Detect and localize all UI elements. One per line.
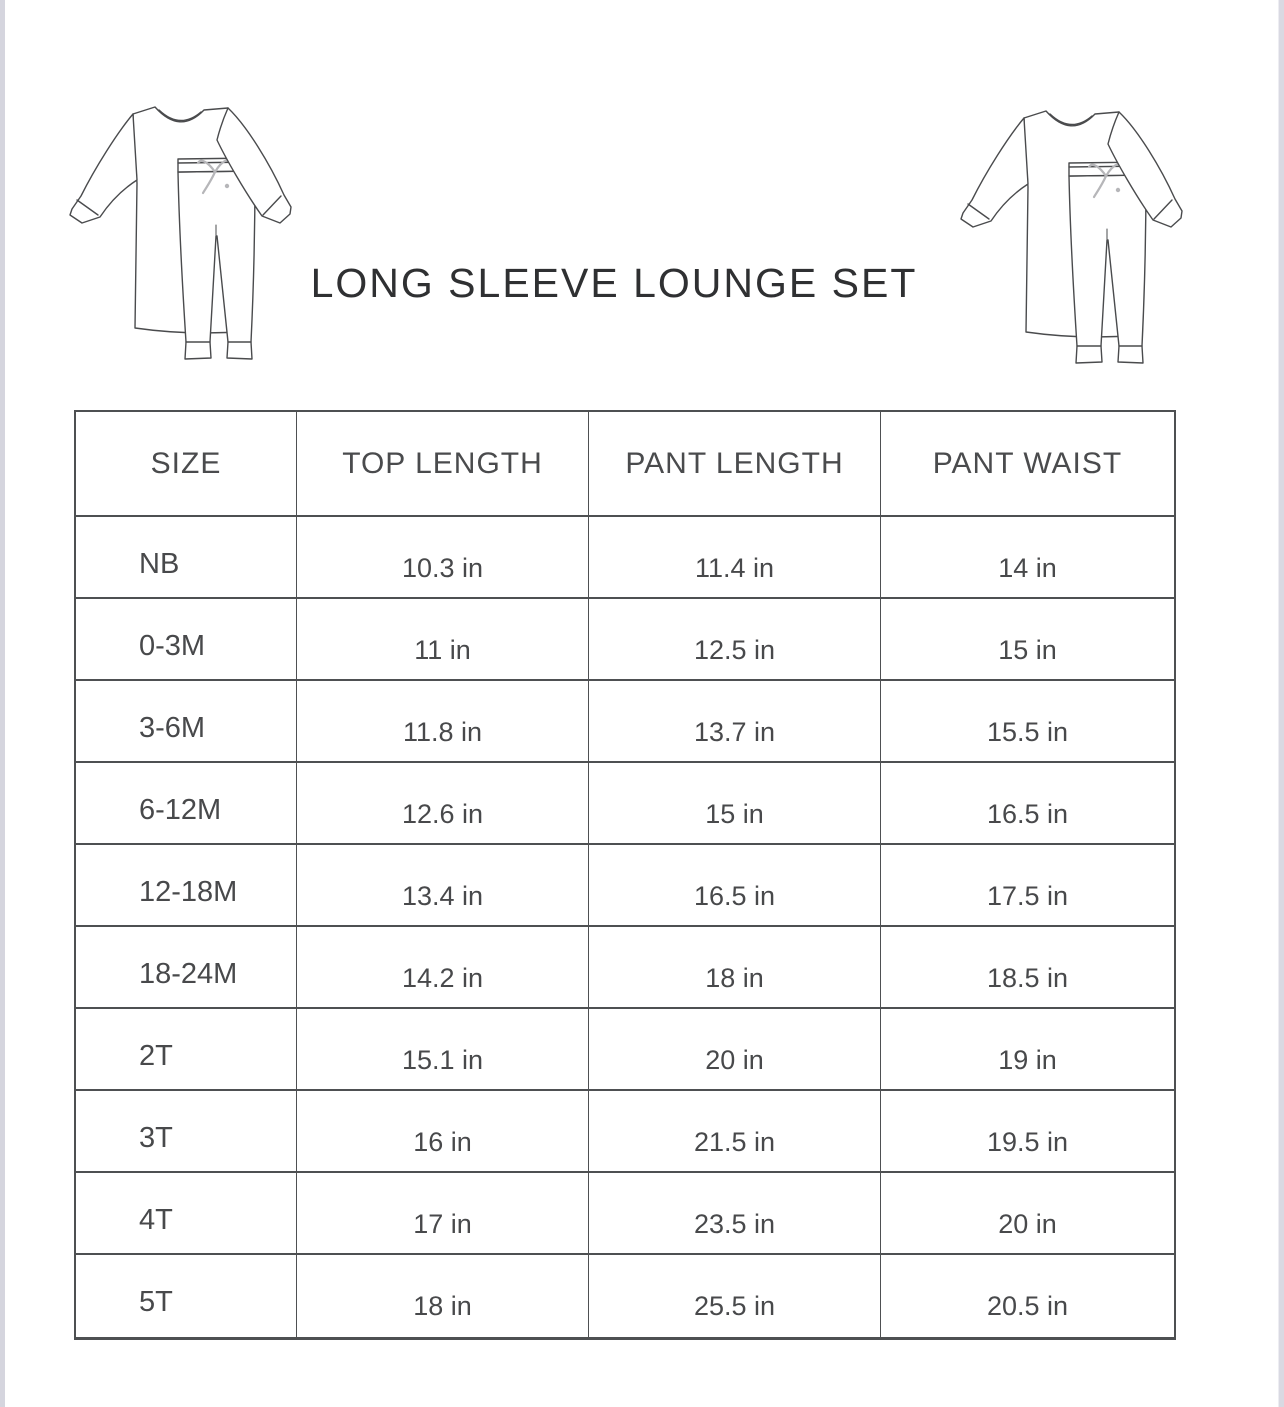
pajama-set-illustration-right: [946, 92, 1186, 382]
pant-waist-cell: 15.5 in: [881, 681, 1174, 763]
left-edge-divider: [0, 0, 5, 1407]
top-length-cell: 10.3 in: [297, 517, 589, 599]
size-cell: 3T: [76, 1091, 297, 1173]
pant-waist-cell: 18.5 in: [881, 927, 1174, 1009]
top-length-cell: 17 in: [297, 1173, 589, 1255]
pant-waist-cell: 17.5 in: [881, 845, 1174, 927]
pant-length-cell: 13.7 in: [589, 681, 881, 763]
size-cell: 12-18M: [76, 845, 297, 927]
size-cell: 18-24M: [76, 927, 297, 1009]
pant-length-cell: 16.5 in: [589, 845, 881, 927]
top-length-cell: 11 in: [297, 599, 589, 681]
size-cell: NB: [76, 517, 297, 599]
top-length-cell: 14.2 in: [297, 927, 589, 1009]
pant-length-cell: 20 in: [589, 1009, 881, 1091]
top-length-cell: 11.8 in: [297, 681, 589, 763]
right-edge-divider: [1279, 0, 1284, 1407]
pant-waist-cell: 19.5 in: [881, 1091, 1174, 1173]
pant-length-cell: 15 in: [589, 763, 881, 845]
size-cell: 4T: [76, 1173, 297, 1255]
size-cell: 3-6M: [76, 681, 297, 763]
pant-waist-cell: 19 in: [881, 1009, 1174, 1091]
pant-length-cell: 11.4 in: [589, 517, 881, 599]
top-length-cell: 16 in: [297, 1091, 589, 1173]
size-cell: 0-3M: [76, 599, 297, 681]
top-length-cell: 13.4 in: [297, 845, 589, 927]
column-header-top-length: TOP LENGTH: [297, 412, 589, 517]
pant-waist-cell: 16.5 in: [881, 763, 1174, 845]
column-header-pant-waist: PANT WAIST: [881, 412, 1174, 517]
pant-length-cell: 12.5 in: [589, 599, 881, 681]
pant-length-cell: 25.5 in: [589, 1255, 881, 1337]
top-length-cell: 12.6 in: [297, 763, 589, 845]
top-length-cell: 18 in: [297, 1255, 589, 1337]
size-cell: 5T: [76, 1255, 297, 1337]
page-title: LONG SLEEVE LOUNGE SET: [310, 260, 918, 306]
pant-waist-cell: 15 in: [881, 599, 1174, 681]
pant-waist-cell: 20.5 in: [986, 1291, 1069, 1321]
pajama-set-illustration-left: [55, 88, 295, 378]
pant-length-cell: 23.5 in: [589, 1173, 881, 1255]
size-chart-table: [74, 410, 1176, 1340]
pant-length-cell: 21.5 in: [589, 1091, 881, 1173]
pant-waist-cell: 20 in: [881, 1173, 1174, 1255]
pant-waist-cell: 14 in: [881, 517, 1174, 599]
column-header-pant-length: PANT LENGTH: [589, 412, 881, 517]
column-header-size: SIZE: [76, 412, 297, 517]
size-cell: 2T: [76, 1009, 297, 1091]
pant-length-cell: 18 in: [589, 927, 881, 1009]
top-length-cell: 15.1 in: [297, 1009, 589, 1091]
size-cell: 6-12M: [76, 763, 297, 845]
